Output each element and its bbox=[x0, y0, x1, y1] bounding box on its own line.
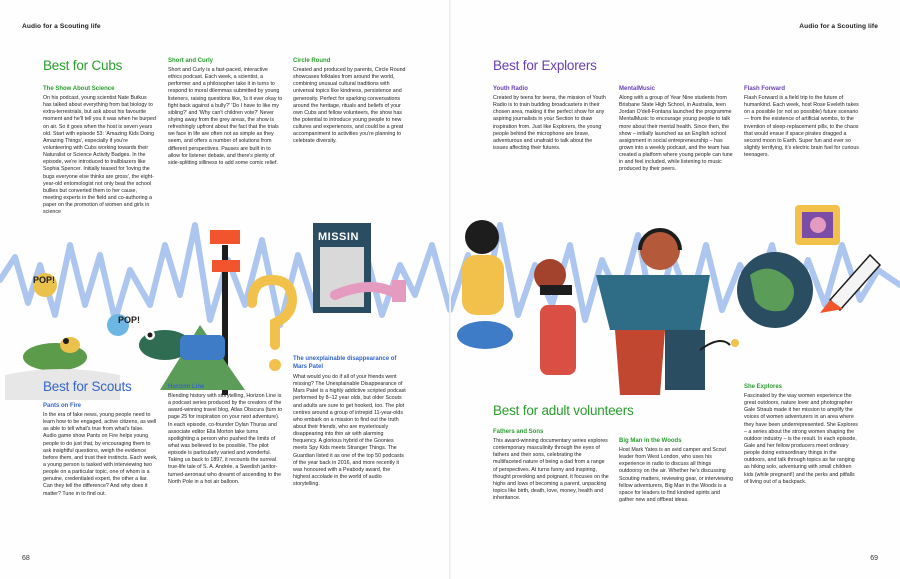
pop-label-1: POP! bbox=[33, 275, 56, 285]
article-title-youth-radio: Youth Radio bbox=[493, 86, 528, 92]
article-body-short-and-curly: Short and Curly is a fast-paced, interactive ethics podcast. Each week, a scientist, a performer and a philosopher take it in turns to respond to moral dilemmas submitted by young listeners, raising questions like, 'Is it ever okay to fight back against a bully?' 'Do I have to like my sibling?' and 'Why can't children vote?' Never shying away from the grey areas, the show is refreshingly upfront about the fact that the trials we face in life are often not as simple as they seem, and offers a number of solutions from different perspectives. Pauses are built in to allow for listener debate, and there's plenty of side-splitting silliness to add some comic relief. bbox=[168, 67, 283, 166]
article-title-she-explores: She Explores bbox=[744, 384, 783, 390]
missing-sign-text: MISSIN bbox=[318, 231, 359, 243]
article-title-flash-forward: Flash Forward bbox=[744, 86, 786, 92]
pop-label-2: POP! bbox=[118, 315, 141, 325]
article-body-she-explores: Fascinated by the way women experience the great outdoors, nature lover and photographer Gale Straub made it her mission to amplify the voices of women adventurers in an area where they have been underrepresented. She Explores – a series about the strong women shaping the outdoor industry – is the result. In each episode, Gale and her fellow producers meet ordinary people doing extraordinary things in the outdoors, and talk through topics as far ranging as hiking solo, adventuring with small children kids (while pregnant!) and the perks and pitfalls of living out of a backpack. bbox=[744, 393, 858, 485]
article-body-fathers-and-sons: This award-winning documentary series explores contemporary masculinity through the eyes of fathers and their sons, celebrating the multifaceted nature of being a dad from a range of perspectives. At turns funny and inspiring, thought provoking and poignant, it focuses on the highs and lows of becoming a parent, unpacking topics like birth, death, love, money, health and inheritance. bbox=[493, 438, 609, 502]
page-number-right: 69 bbox=[870, 555, 878, 562]
article-title-mars-patel: The unexplainable disappearance of Mars Patel bbox=[293, 356, 397, 370]
page-number-left: 68 bbox=[22, 555, 30, 562]
article-title-fathers-and-sons: Fathers and Sons bbox=[493, 429, 544, 435]
article-body-youth-radio: Created by teens for teens, the mission of Youth Radio is to train budding broadcasters in their chosen area, making it the perfect show for any aspiring journalists in your Section to draw inspiration from. Just like Explorers, the young people behind the microphone are brave, adventurous and unafraid to talk about the issues affecting their futures. bbox=[493, 95, 606, 151]
article-title-big-man-in-the-woods: Big Man in the Woods bbox=[619, 438, 682, 444]
article-body-mentalmusic: Along with a group of Year Nine students from Brisbane State High School, in Australia, teen Jordan O'dell-Fontana launched the programme MentalMusic to encourage young people to talk more about their mental health. Since then, the show – initially launched as an English school assignment in social entrepreneurship – has grown into a weekly podcast, and the team has created a platform where young people can tune in and feel included, while listening to music produced by their peers. bbox=[619, 95, 733, 173]
article-body-pants-on-fire: In the era of fake news, young people need to learn how to be engaged, active citizens, as well as able to tell what's true from what's false. Audio game show Pants on Fire helps young people to do just that, by encouraging them to ask insightful questions, weigh the evidence before them, and trust their instincts. Each week, a young person is tasked with interviewing two people on a particular topic, one of whom is a genuine, credentialed expert, the other a liar. Can they tell the difference? And why does it matter? Tune in to find out. bbox=[43, 412, 158, 497]
article-title-horizon-line: Horizon Line bbox=[168, 384, 205, 390]
article-title-circle-round: Circle Round bbox=[293, 58, 331, 64]
section-heading-cubs: Best for Cubs bbox=[43, 58, 123, 73]
article-body-show-about-science: On his podcast, young scientist Nate Butkus has talked about everything from bat biology to extra-terrestrials, but ask about his favourite moment and he'll tell you it was when he burped on air. So it goes when the host is seven years old. Start with episode 53: 'Amazing Kids Doing Amazing Things', especially if you're volunteering with Cubs working towards their Naturalist or Science Activity Badges. In the episode, we're introduced to trailblazers like Sophia Spencer. Initially teased for 'loving the bugs everyone else thinks are gross', the eight-year-old entomologist not only beat the school bullies but converted them to her cause, meeting experts in the field and co-authoring a paper on the promotion of women and girls in science bbox=[43, 95, 156, 216]
article-title-mentalmusic: MentalMusic bbox=[619, 86, 656, 92]
article-body-big-man-in-the-woods: Host Mark Yates is an avid camper and Scout leader from West London, who uses his experience in radio to discuss all things outdoorsy on the air. Whether he's discussing Scouting matters, reviewing gear, or interviewing fellow adventurers, Big Man in the Woods is a space for leaders to find kindred spirits and gather new and offbeat ideas. bbox=[619, 447, 733, 503]
article-body-flash-forward: Flash Forward is a field trip to the future of humankind. Each week, host Rose Eveleth takes on a possible (or not so possible) future scenario — from the existence of artificial wombs, to the invention of sleep-replacement pills, to the chaos that would ensue if space pirates dragged a second moon to Earth. Super fun and ever so slightly terrifying, it's electric brain fuel for curious teenagers. bbox=[744, 95, 859, 159]
article-title-show-about-science: The Show About Science bbox=[43, 86, 115, 92]
article-body-mars-patel: What would you do if all of your friends went missing? The Unexplainable Disappearance of Mars Patel is a highly addictive scripted podcast performed by 8–12 year olds, but older Scouts and adults are sure to get hooked, too. The plot centres around a group of intrepid 11-year-olds who embark on a mission to find out the truth about their friends, who are mysteriously disappearing into thin air with alarming frequency. A glorious hybrid of the Goonies meets Spy Kids meets Stranger Things. The Guardian listed it as one of the top 50 podcasts of the year back in 2016, and more recently it was honoured with a Peabody award, the highest accolade in the world of audio storytelling. bbox=[293, 374, 406, 488]
section-heading-scouts: Best for Scouts bbox=[43, 379, 132, 394]
article-body-horizon-line: Blending history with storytelling, Horizon Line is a podcast series produced by the creators of the award-winning travel blog, Atlas Obscura (turn to page 25 for inspiration on your next adventure). In each episode, co-founder Dylan Thuras and associate editor Ella Morton take turns spotlighting a person who pushed the limits of what was believed to be possible. The pilot episode is particularly varied and wonderful. Taking us back to 1897, it recounts the surreal true-life tale of S. A. Andrée, a Swedish janitor-turned-aeronaut who dreamt of ascending to the North Pole in a hot air balloon. bbox=[168, 393, 283, 485]
section-heading-explorers: Best for Explorers bbox=[493, 58, 597, 73]
running-head-left: Audio for a Scouting life bbox=[22, 23, 101, 30]
section-heading-adult-volunteers: Best for adult volunteers bbox=[493, 403, 634, 418]
article-body-circle-round: Created and produced by parents, Circle Round showcases folktales from around the world, combining unusual cultural traditions with universal topics like kindness, persistence and generosity. Perfect for sparking conversations around the heritage, rituals and beliefs of your own Cubs and fellow volunteers, the show has the potential to introduce young people to new cultures and experiences, and could be a great accompaniment to activities you're planning to celebrate diversity. bbox=[293, 67, 406, 145]
right-page bbox=[450, 0, 900, 579]
article-title-pants-on-fire: Pants on Fire bbox=[43, 403, 82, 409]
running-head-right: Audio for a Scouting life bbox=[799, 23, 878, 30]
article-title-short-and-curly: Short and Curly bbox=[168, 58, 214, 64]
